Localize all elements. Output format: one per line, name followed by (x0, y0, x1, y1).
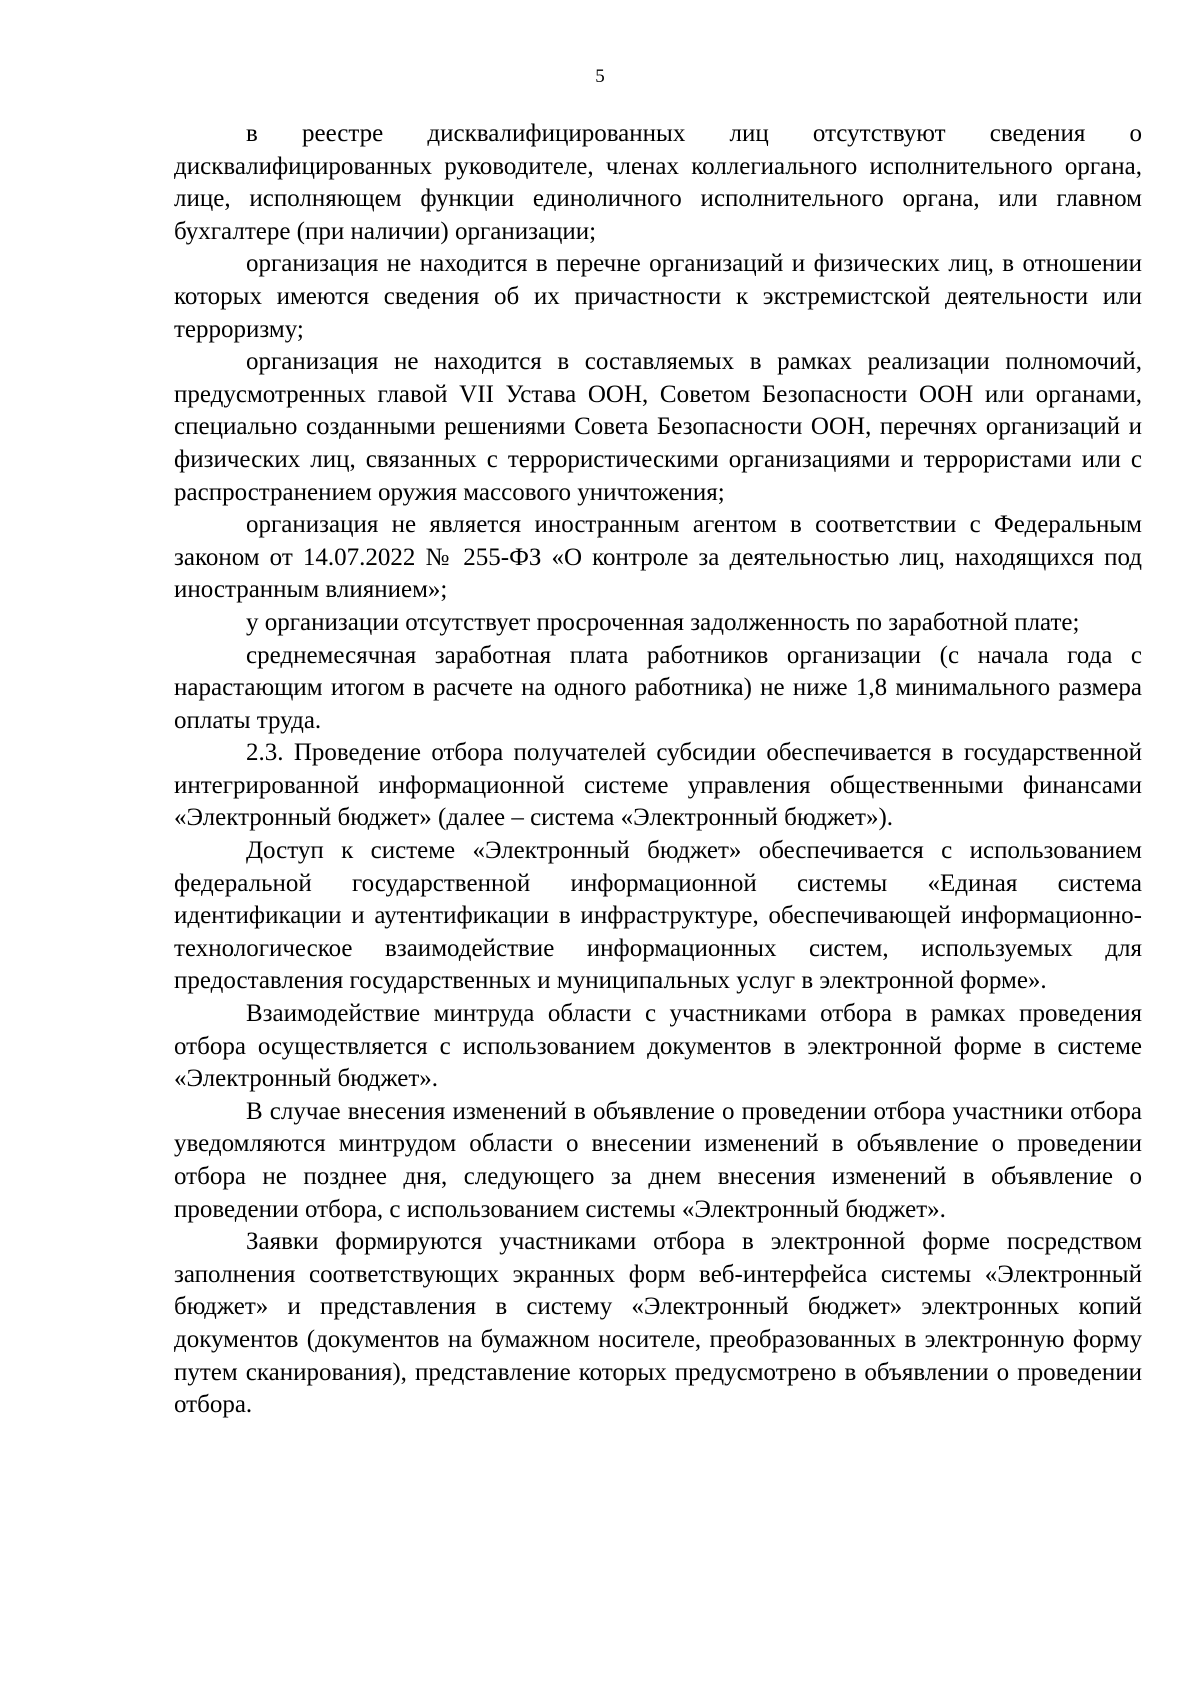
paragraph-un-security-council-list: организация не находится в составляемых в рамках реализации полномочий, предусмотренных главой VII Устава ООН, Советом Безопасности ООН или органами, специально созданными решениями Совета Безопасности ООН, перечнях организаций и физических лиц, связанных с террористическими организациями и террористами или с распространением оружия массового уничтожения; (174, 348, 1142, 506)
paragraph-foreign-agent: организация не является иностранным агентом в соответствии с Федеральным законом от 14.07.2022 № 255-ФЗ «О контроле за деятельностью лиц, находящихся под иностранным влиянием»; (174, 511, 1142, 604)
paragraph-ministry-interaction: Взаимодействие минтруда области с участниками отбора в рамках проведения отбора осуществляется с использованием документов в электронной форме в системе «Электронный бюджет». (174, 1000, 1142, 1093)
paragraph-salary-arrears: у организации отсутствует просроченная задолженность по заработной плате; (246, 608, 1080, 636)
paragraph-system-access: Доступ к системе «Электронный бюджет» обеспечивается с использованием федеральной государственной информационной системы «Единая система идентификации и аутентификации в инфраструктуре, обеспечивающей информационно-технологическое взаимодействие информационных систем, используемых для предоставления государственных и муниципальных услуг в электронной форме». (174, 837, 1142, 995)
paragraph-disqualified-registry: в реестре дисквалифицированных лиц отсутствуют сведения о дисквалифицированных руководителе, членах коллегиального исполнительного органа, лице, исполняющем функции единоличного исполнительного органа, или главном бухгалтере (при наличии) организации; (174, 120, 1142, 245)
page-number: 5 (595, 66, 605, 87)
paragraph-applications-formation: Заявки формируются участниками отбора в электронной форме посредством заполнения соответствующих экранных форм веб-интерфейса системы «Электронный бюджет» и представления в систему «Электронный бюджет» электронных копий документов (документов на бумажном носителе, преобразованных в электронную форму путем сканирования), представление которых предусмотрено в объявлении о проведении отбора. (174, 1228, 1142, 1419)
paragraph-extremism-list: организация не находится в перечне организаций и физических лиц, в отношении которых имеются сведения об их причастности к экстремистской деятельности или терроризму; (174, 250, 1142, 343)
paragraph-announcement-changes: В случае внесения изменений в объявление о проведении отбора участники отбора уведомляются минтрудом области о внесении изменений в объявление о проведении отбора не позднее дня, следующего за днем внесения изменений в объявление о проведении отбора, с использованием системы «Электронный бюджет». (174, 1097, 1142, 1223)
document-body (174, 118, 1142, 1422)
paragraph-average-salary: среднемесячная заработная плата работников организации (с начала года с нарастающим итогом в расчете на одного работника) не ниже 1,8 минимального размера оплаты труда. (174, 641, 1142, 734)
paragraph-section-2-3: 2.3. Проведение отбора получателей субсидии обеспечивается в государственной интегрированной информационной системе управления общественными финансами «Электронный бюджет» (далее – система «Электронный бюджет»). (174, 739, 1142, 832)
